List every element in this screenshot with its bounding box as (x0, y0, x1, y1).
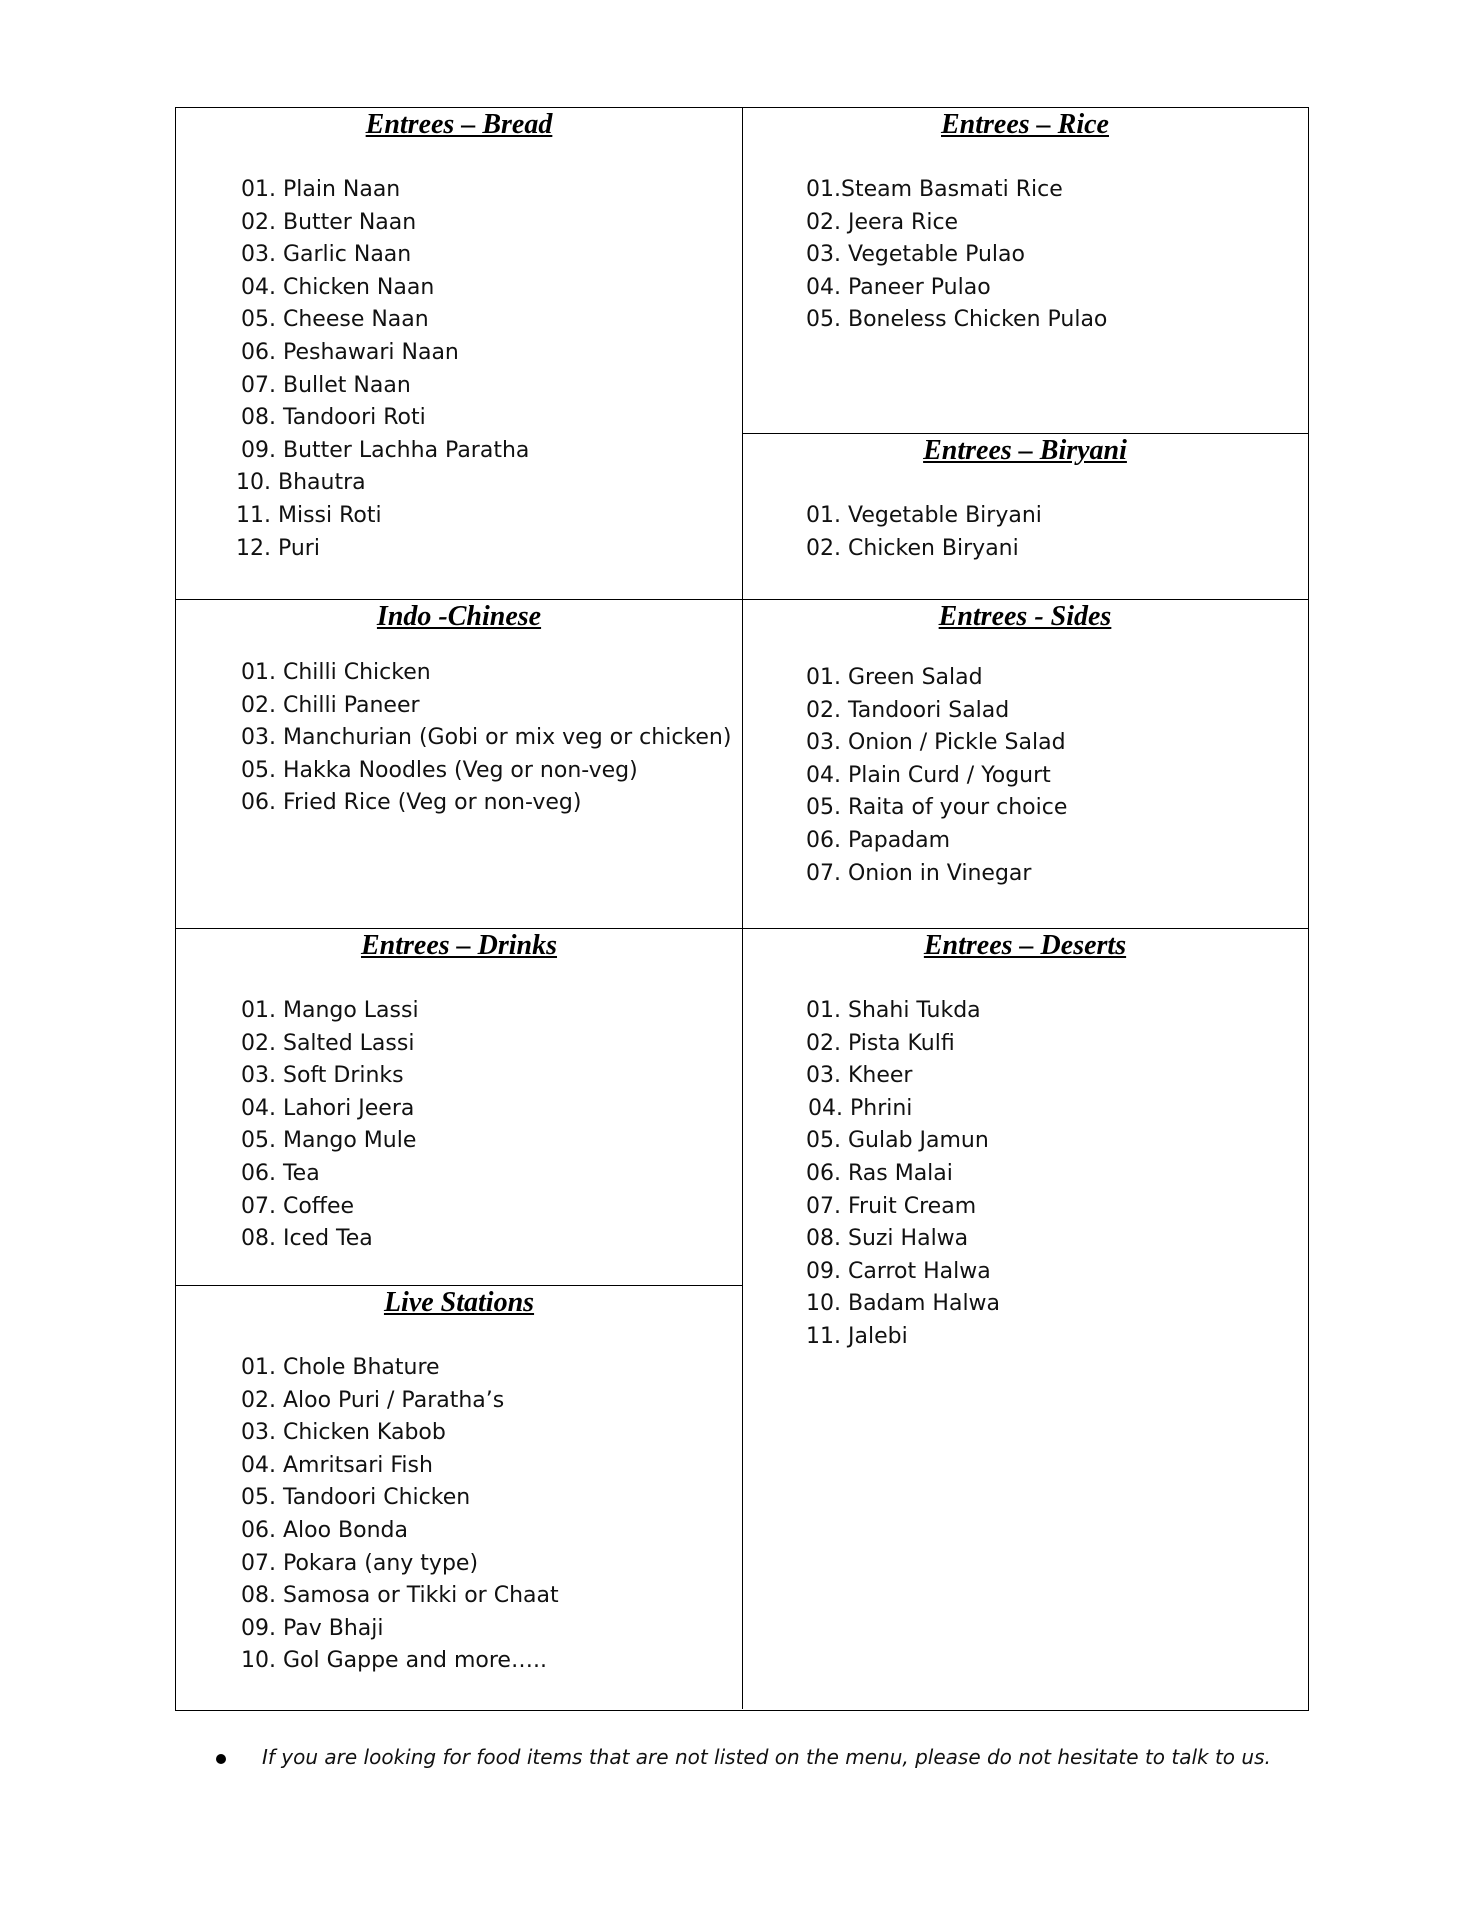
section-title: Entrees – Bread (365, 109, 553, 140)
section-title: Entrees – Biryani (923, 435, 1127, 466)
menu-item: 01. Plain Naan (241, 177, 401, 202)
menu-item: 06. Aloo Bonda (241, 1517, 408, 1543)
menu-item: 08. Tandoori Roti (241, 405, 426, 431)
menu-item: 05. Tandoori Chicken (241, 1485, 471, 1511)
menu-item: 02. Chilli Paneer (241, 692, 420, 718)
menu-item: 01. Chole Bhature (241, 1355, 440, 1380)
section-indo-chinese (176, 599, 742, 928)
menu-item: 05. Hakka Noodles (Veg or non-veg) (241, 757, 638, 783)
section-rice (742, 108, 1308, 433)
section-title: Entrees – Rice (941, 109, 1109, 140)
section-title: Indo -Chinese (376, 601, 542, 632)
menu-item: 10. Badam Halwa (806, 1291, 1001, 1317)
menu-item: 03. Garlic Naan (241, 242, 412, 268)
menu-item: 02. Jeera Rice (806, 209, 959, 235)
menu-item: 09. Pav Bhaji (241, 1615, 384, 1641)
menu-item: 01.Steam Basmati Rice (806, 177, 1063, 202)
menu-item: 06. Tea (241, 1160, 320, 1186)
menu-item: 09. Carrot Halwa (806, 1258, 991, 1284)
section-sides (742, 599, 1308, 928)
menu-item: 06. Papadam (806, 827, 951, 853)
menu-item: 05. Cheese Naan (241, 307, 429, 333)
menu-item: 04. Chicken Naan (241, 274, 435, 300)
item-list (241, 657, 731, 820)
menu-item: 08. Samosa or Tikki or Chaat (241, 1583, 559, 1609)
menu-item: 04. Paneer Pulao (806, 274, 991, 300)
menu-item: 07. Pokara (any type) (241, 1550, 479, 1576)
menu-item: 03. Onion / Pickle Salad (806, 730, 1066, 756)
menu-item: 02. Butter Naan (241, 209, 417, 235)
menu-item: 04. Amritsari Fish (241, 1452, 433, 1478)
menu-item: 01. Shahi Tukda (806, 998, 981, 1023)
section-deserts (742, 928, 1308, 1709)
menu-item: 03. Vegetable Pulao (806, 242, 1025, 268)
menu-item: 02. Aloo Puri / Paratha’s (241, 1387, 505, 1413)
menu-item: 06. Fried Rice (Veg or non-veg) (241, 790, 582, 816)
item-list (806, 995, 1000, 1354)
item-list (236, 174, 530, 565)
menu-item: 08. Suzi Halwa (806, 1226, 969, 1252)
menu-item: 05. Raita of your choice (806, 795, 1068, 821)
section-bread (176, 108, 742, 599)
menu-item: 11. Jalebi (806, 1323, 908, 1349)
menu-item: 12. Puri (236, 535, 320, 561)
item-list (806, 662, 1067, 890)
menu-item: 01. Vegetable Biryani (806, 503, 1042, 528)
menu-item: 02. Tandoori Salad (806, 697, 1010, 723)
bullet-icon (216, 1754, 226, 1764)
section-title: Live Stations (383, 1287, 535, 1318)
menu-item: 01. Green Salad (806, 665, 983, 690)
menu-item: 05. Boneless Chicken Pulao (806, 307, 1108, 333)
menu-item: 02. Salted Lassi (241, 1030, 415, 1056)
section-biryani (742, 433, 1308, 599)
menu-item: 01. Chilli Chicken (241, 660, 431, 685)
item-list (241, 995, 419, 1256)
menu-item: 04. Lahori Jeera (241, 1095, 415, 1121)
section-title: Entrees – Drinks (360, 930, 558, 961)
menu-item: 03. Manchurian (Gobi or mix veg or chicken) (241, 725, 732, 751)
menu-item: 03. Chicken Kabob (241, 1420, 446, 1446)
section-title: Entrees – Deserts (923, 930, 1127, 961)
menu-item: 08. Iced Tea (241, 1226, 373, 1252)
item-list (806, 500, 1042, 565)
menu-item: 06. Ras Malai (806, 1160, 953, 1186)
section-title: Entrees - Sides (938, 601, 1112, 632)
menu-item: 06. Peshawari Naan (241, 339, 459, 365)
section-live-stations (176, 1285, 742, 1709)
section-drinks (176, 928, 742, 1285)
menu-item: 07. Fruit Cream (806, 1193, 977, 1219)
menu-item: 03. Soft Drinks (241, 1063, 404, 1089)
footer-note: If you are looking for food items that are not listed on the menu, please do not hesitate to talk to us. (262, 1745, 1271, 1769)
menu-item: 05. Mango Mule (241, 1128, 417, 1154)
item-list (241, 1352, 559, 1678)
menu-item: 09. Butter Lachha Paratha (241, 437, 530, 463)
menu-item: 07. Bullet Naan (241, 372, 411, 398)
menu-item: 10. Gol Gappe and more….. (241, 1648, 547, 1674)
menu-item: 10. Bhautra (236, 470, 366, 496)
menu-item: 04. Phrini (808, 1095, 913, 1121)
menu-item: 07. Onion in Vinegar (806, 860, 1032, 886)
menu-item: 02. Chicken Biryani (806, 535, 1019, 561)
item-list (806, 174, 1107, 337)
menu-item: 01. Mango Lassi (241, 998, 419, 1023)
menu-item: 07. Coffee (241, 1193, 355, 1219)
menu-grid (175, 107, 1309, 1711)
menu-item: 11. Missi Roti (236, 502, 382, 528)
menu-item: 04. Plain Curd / Yogurt (806, 762, 1051, 788)
menu-item: 05. Gulab Jamun (806, 1128, 989, 1154)
menu-item: 03. Kheer (806, 1063, 913, 1089)
menu-item: 02. Pista Kulfi (806, 1030, 955, 1056)
